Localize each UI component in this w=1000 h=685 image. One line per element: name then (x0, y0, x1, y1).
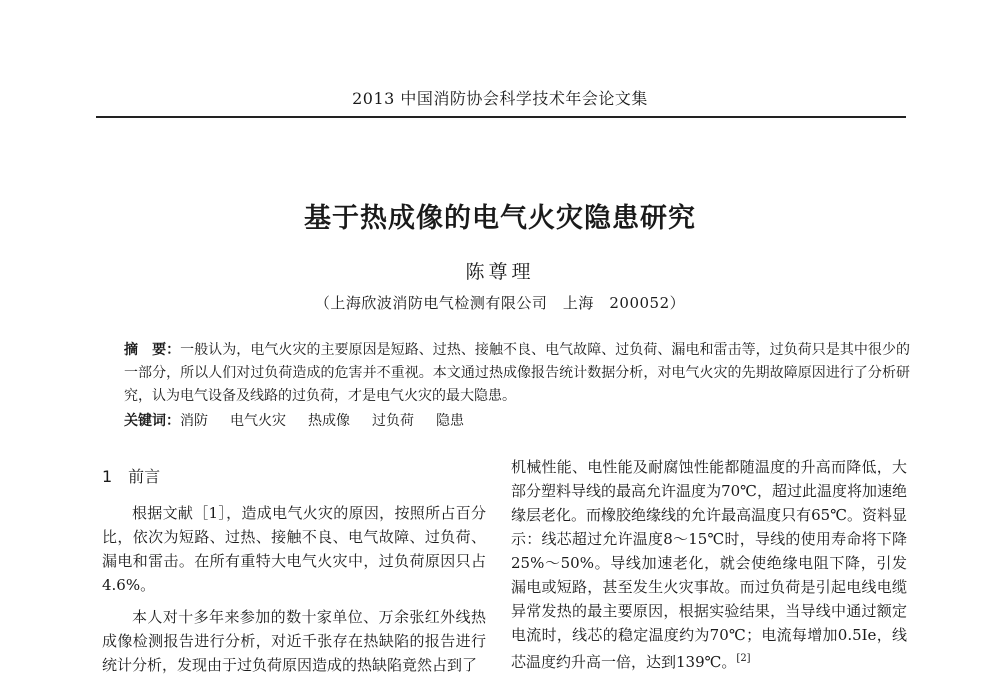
author-affiliation: （上海欣波消防电气检测有限公司 上海 200052） (314, 294, 686, 312)
paper-title: 基于热成像的电气火灾隐患研究 (304, 203, 696, 234)
header-rule (96, 116, 906, 118)
right-column (511, 455, 907, 674)
keywords-label: 关键词： (124, 413, 180, 429)
keyword: 消防 (180, 413, 208, 429)
continued-text: 机械性能、电性能及耐腐蚀性能都随温度的升高而降低，大部分塑料导线的最高允许温度为70℃，超过此温度将加速绝缘层老化。而橡胶绝缘线的允许最高温度只有65℃。资料显示：线芯超过允许温度8～15℃时，导线的使用寿命将下降25%～50%。导线加速老化，就会使绝缘电阻下降，引发漏电或短路，甚至发生火灾事故。而过负荷是引起电线电缆异常发热的最主要原因，根据实验结果，当导线中通过额定电流时，线芯的稳定温度约为70℃；电流每增加0.5Ie，线芯温度约升高一倍，达到139℃。 (511, 458, 907, 671)
body-paragraph-continued (511, 455, 907, 674)
running-header: 2013 中国消防协会科学技术年会论文集 (352, 89, 648, 108)
keyword: 过负荷 (372, 413, 414, 429)
keywords (124, 410, 910, 433)
left-column (102, 455, 486, 685)
section-heading: 1 前言 (102, 467, 161, 486)
body-paragraph: 本人对十多年来参加的数十家单位、万余张红外线热成像检测报告进行分析，对近千张存在热缺陷的报告进行统计分析，发现由于过负荷原因造成的热缺陷竟然占到了 (102, 608, 486, 674)
body-paragraph: 根据文献［1］，造成电气火灾的原因，按照所占百分比，依次为短路、过热、接触不良、电气故障、过负荷、漏电和雷击。在所有重特大电气火灾中，过负荷原因只占4.6%。 (102, 504, 486, 594)
keyword: 隐患 (436, 413, 464, 429)
citation-marker: [2] (736, 653, 751, 664)
abstract (124, 339, 910, 408)
abstract-text: 一般认为，电气火灾的主要原因是短路、过热、接触不良、电气故障、过负荷、漏电和雷击等，过负荷只是其中很少的一部分，所以人们对过负荷造成的危害并不重视。本文通过热成像报告统计数据分析，对电气火灾的先期故障原因进行了分析研究，认为电气设备及线路的过负荷，才是电气火灾的最大隐患。 (124, 342, 911, 404)
keyword: 热成像 (308, 413, 350, 429)
author-name: 陈尊理 (465, 261, 535, 283)
keyword: 电气火灾 (230, 413, 286, 429)
abstract-label: 摘 要： (124, 342, 181, 358)
